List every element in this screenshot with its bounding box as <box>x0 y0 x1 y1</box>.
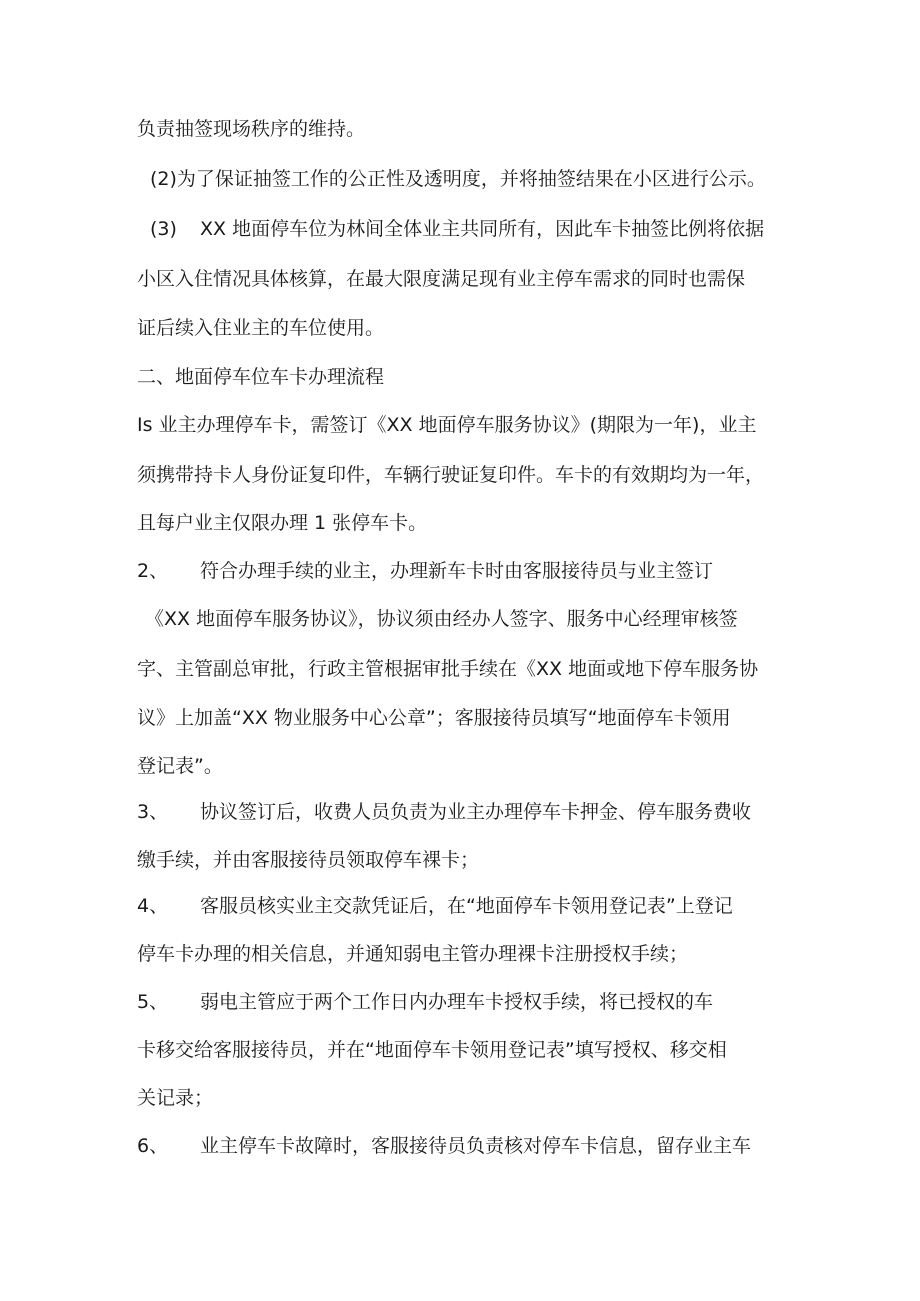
text-line <box>0 114 920 144</box>
paragraph-text: 且每户业主仅限办理 1 张停车卡。 <box>137 512 428 534</box>
list-number: 2、 <box>137 560 169 582</box>
list-number: 3、 <box>137 801 169 823</box>
text-line <box>0 1131 920 1161</box>
list-number: 5、 <box>137 991 169 1013</box>
text-line <box>0 797 920 827</box>
section-heading <box>0 362 920 392</box>
text-line <box>0 987 920 1017</box>
paragraph-text: 客服员核实业主交款凭证后，在“地面停车卡领用登记表”上登记 <box>200 895 733 917</box>
paragraph-text: 证后续入住业主的车位使用。 <box>137 317 385 339</box>
text-line <box>0 604 920 634</box>
text-line <box>0 264 920 294</box>
paragraph-text: 卡移交给客服接待员，并在“地面停车卡领用登记表”填写授权、移交相 <box>137 1039 727 1061</box>
text-line <box>0 654 920 684</box>
paragraph-text: 须携带持卡人身份证复印件，车辆行驶证复印件。车卡的有效期均为一年， <box>137 464 765 486</box>
paragraph-text: 停车卡办理的相关信息，并通知弱电主管办理裸卡注册授权手续； <box>137 943 689 965</box>
text-line <box>0 1035 920 1065</box>
paragraph-text: 登记表”。 <box>137 755 223 777</box>
text-line <box>0 164 920 194</box>
list-number: (3) <box>150 218 177 240</box>
paragraph-text: 缴手续，并由客服接待员领取停车裸卡； <box>137 849 480 871</box>
paragraph-text: 关记录； <box>137 1087 214 1109</box>
text-line <box>0 508 920 538</box>
text-line <box>0 313 920 343</box>
text-line <box>0 556 920 586</box>
paragraph-text: XX 地面停车位为林间全体业主共同所有，因此车卡抽签比例将依据 <box>200 218 765 240</box>
text-line <box>0 410 920 440</box>
paragraph-text: Is 业主办理停车卡，需签订《XX 地面停车服务协议》(期限为一年)，业主 <box>137 414 757 436</box>
paragraph-text: 小区入住情况具体核算，在最大限度满足现有业主停车需求的同时也需保 <box>137 268 746 290</box>
list-number: 6、 <box>137 1135 169 1157</box>
text-line <box>0 939 920 969</box>
heading-text: 二、地面停车位车卡办理流程 <box>137 366 385 388</box>
paragraph-text: 《XX 地面停车服务协议》，协议须由经办人签字、服务中心经理审核签 <box>145 608 738 630</box>
text-line <box>0 703 920 733</box>
list-number: 4、 <box>137 895 169 917</box>
text-line <box>0 1083 920 1113</box>
paragraph-text: (2)为了保证抽签工作的公正性及透明度，并将抽签结果在小区进行公示。 <box>150 168 766 190</box>
text-line <box>0 214 920 244</box>
paragraph-text: 符合办理手续的业主，办理新车卡时由客服接待员与业主签订 <box>200 560 714 582</box>
text-line <box>0 460 920 490</box>
paragraph-text: 字、主管副总审批，行政主管根据审批手续在《XX 地面或地下停车服务协 <box>137 658 759 680</box>
paragraph-text: 负责抽签现场秩序的维持。 <box>137 118 366 140</box>
paragraph-text: 协议签订后，收费人员负责为业主办理停车卡押金、停车服务费收 <box>200 801 752 823</box>
paragraph-text: 议》上加盖“XX 物业服务中心公章”；客服接待员填写“地面停车卡领用 <box>137 707 731 729</box>
text-line <box>0 845 920 875</box>
text-line <box>0 751 920 781</box>
paragraph-text: 弱电主管应于两个工作日内办理车卡授权手续，将已授权的车 <box>200 991 714 1013</box>
paragraph-text: 业主停车卡故障时，客服接待员负责核对停车卡信息，留存业主车 <box>200 1135 752 1157</box>
text-line <box>0 891 920 921</box>
